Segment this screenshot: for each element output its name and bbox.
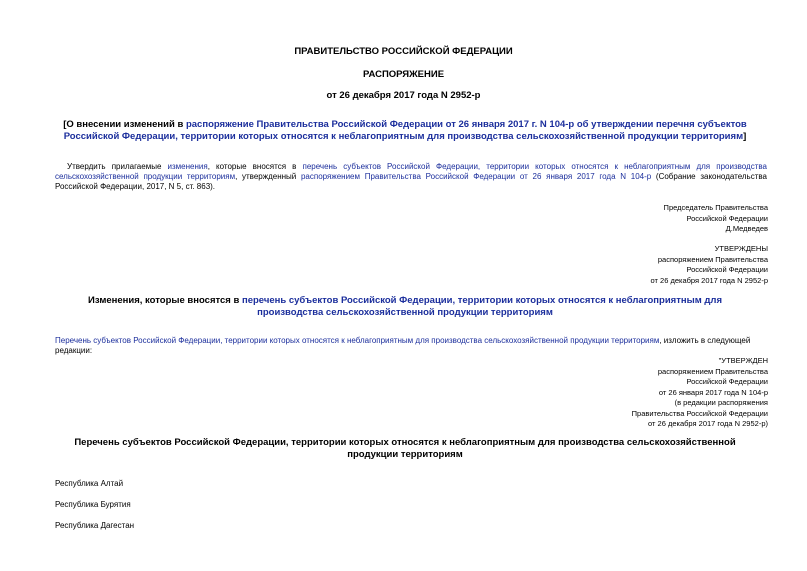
approved-line: Российской Федерации	[686, 265, 768, 274]
list-link[interactable]: перечень субъектов Российской Федерации, территории которых относятся к неблагоприятным для производства сельскохозяйственной продукции территориям	[55, 162, 767, 181]
approved-line: от 26 января 2017 года N 104-р	[658, 387, 768, 397]
org-heading: ПРАВИТЕЛЬСТВО РОССИЙСКОЙ ФЕДЕРАЦИИ	[294, 46, 513, 57]
title-suffix: ]	[743, 131, 747, 142]
signature-block	[664, 203, 768, 235]
doc-type-heading: РАСПОРЯЖЕНИЕ	[362, 69, 445, 80]
approved-line: от 26 декабря 2017 года N 2952-р	[650, 275, 768, 285]
list-item: Республика Бурятия	[55, 500, 131, 509]
main-paragraph	[55, 162, 767, 192]
list-name-link[interactable]: Перечень субъектов Российской Федерации, территории которых относятся к неблагоприятным для производства сельскохозяйственной продукции территориям	[55, 336, 660, 345]
paragraph-text: , которые вносятся в	[207, 162, 303, 171]
changes-link[interactable]: изменения	[167, 162, 208, 171]
signature-name: Д.Медведев	[725, 224, 768, 233]
paragraph-text: Утвердить прилагаемые	[67, 162, 168, 171]
changes-paragraph	[55, 336, 767, 356]
title-prefix: [О внесении изменений в	[63, 119, 186, 130]
list-item: Республика Алтай	[55, 479, 124, 488]
approved-block	[651, 244, 768, 286]
list-item: Республика Дагестан	[55, 521, 135, 530]
signature-org: Российской Федерации	[686, 213, 768, 223]
changes-heading-link[interactable]: перечень субъектов Российской Федерации, территории которых относятся к неблагоприятным для производства сельскохозяйственной продукции территориям	[241, 295, 722, 318]
paragraph-text: , утвержденный	[235, 172, 301, 181]
paragraph-text: , изложить в следующей редакции:	[55, 336, 751, 355]
list-heading: Перечень субъектов Российской Федерации, территории которых относятся к неблагоприятным для производства сельскохозяйственной продукции территориям	[74, 437, 736, 460]
approved-line: Правительства Российской Федерации	[631, 408, 768, 418]
approved-list-block	[632, 356, 768, 430]
approved-line: от 26 декабря 2017 года N 2952-р)	[648, 419, 768, 428]
document-title	[55, 119, 755, 143]
doc-date-number: от 26 декабря 2017 года N 2952-р	[326, 90, 481, 101]
approved-line: распоряжением Правительства	[657, 366, 768, 376]
order-link[interactable]: распоряжением Правительства Российской Федерации от 26 января 2017 года N 104-р	[300, 172, 652, 181]
approved-line: Российской Федерации	[686, 377, 768, 386]
approved-line: распоряжением Правительства	[657, 254, 768, 264]
signature-title: Председатель Правительства	[663, 203, 768, 212]
title-link[interactable]: распоряжение Правительства Российской Федерации от 26 января 2017 г. N 104-р об утверждении перечня субъектов Российской Федерации, территории которых относятся к неблагоприятным для производства сельскохозяйственной продукции территориям	[63, 119, 747, 142]
approved-heading: УТВЕРЖДЕНЫ	[714, 244, 768, 253]
changes-heading-prefix: Изменения, которые вносятся в	[88, 295, 242, 306]
approved-heading: "УТВЕРЖДЕН	[718, 356, 768, 365]
paragraph-text: (Собрание законодательства Российской Федерации, 2017, N 5, ст. 863).	[55, 172, 767, 191]
approved-line: (в редакции распоряжения	[674, 398, 768, 407]
changes-heading	[55, 295, 755, 319]
